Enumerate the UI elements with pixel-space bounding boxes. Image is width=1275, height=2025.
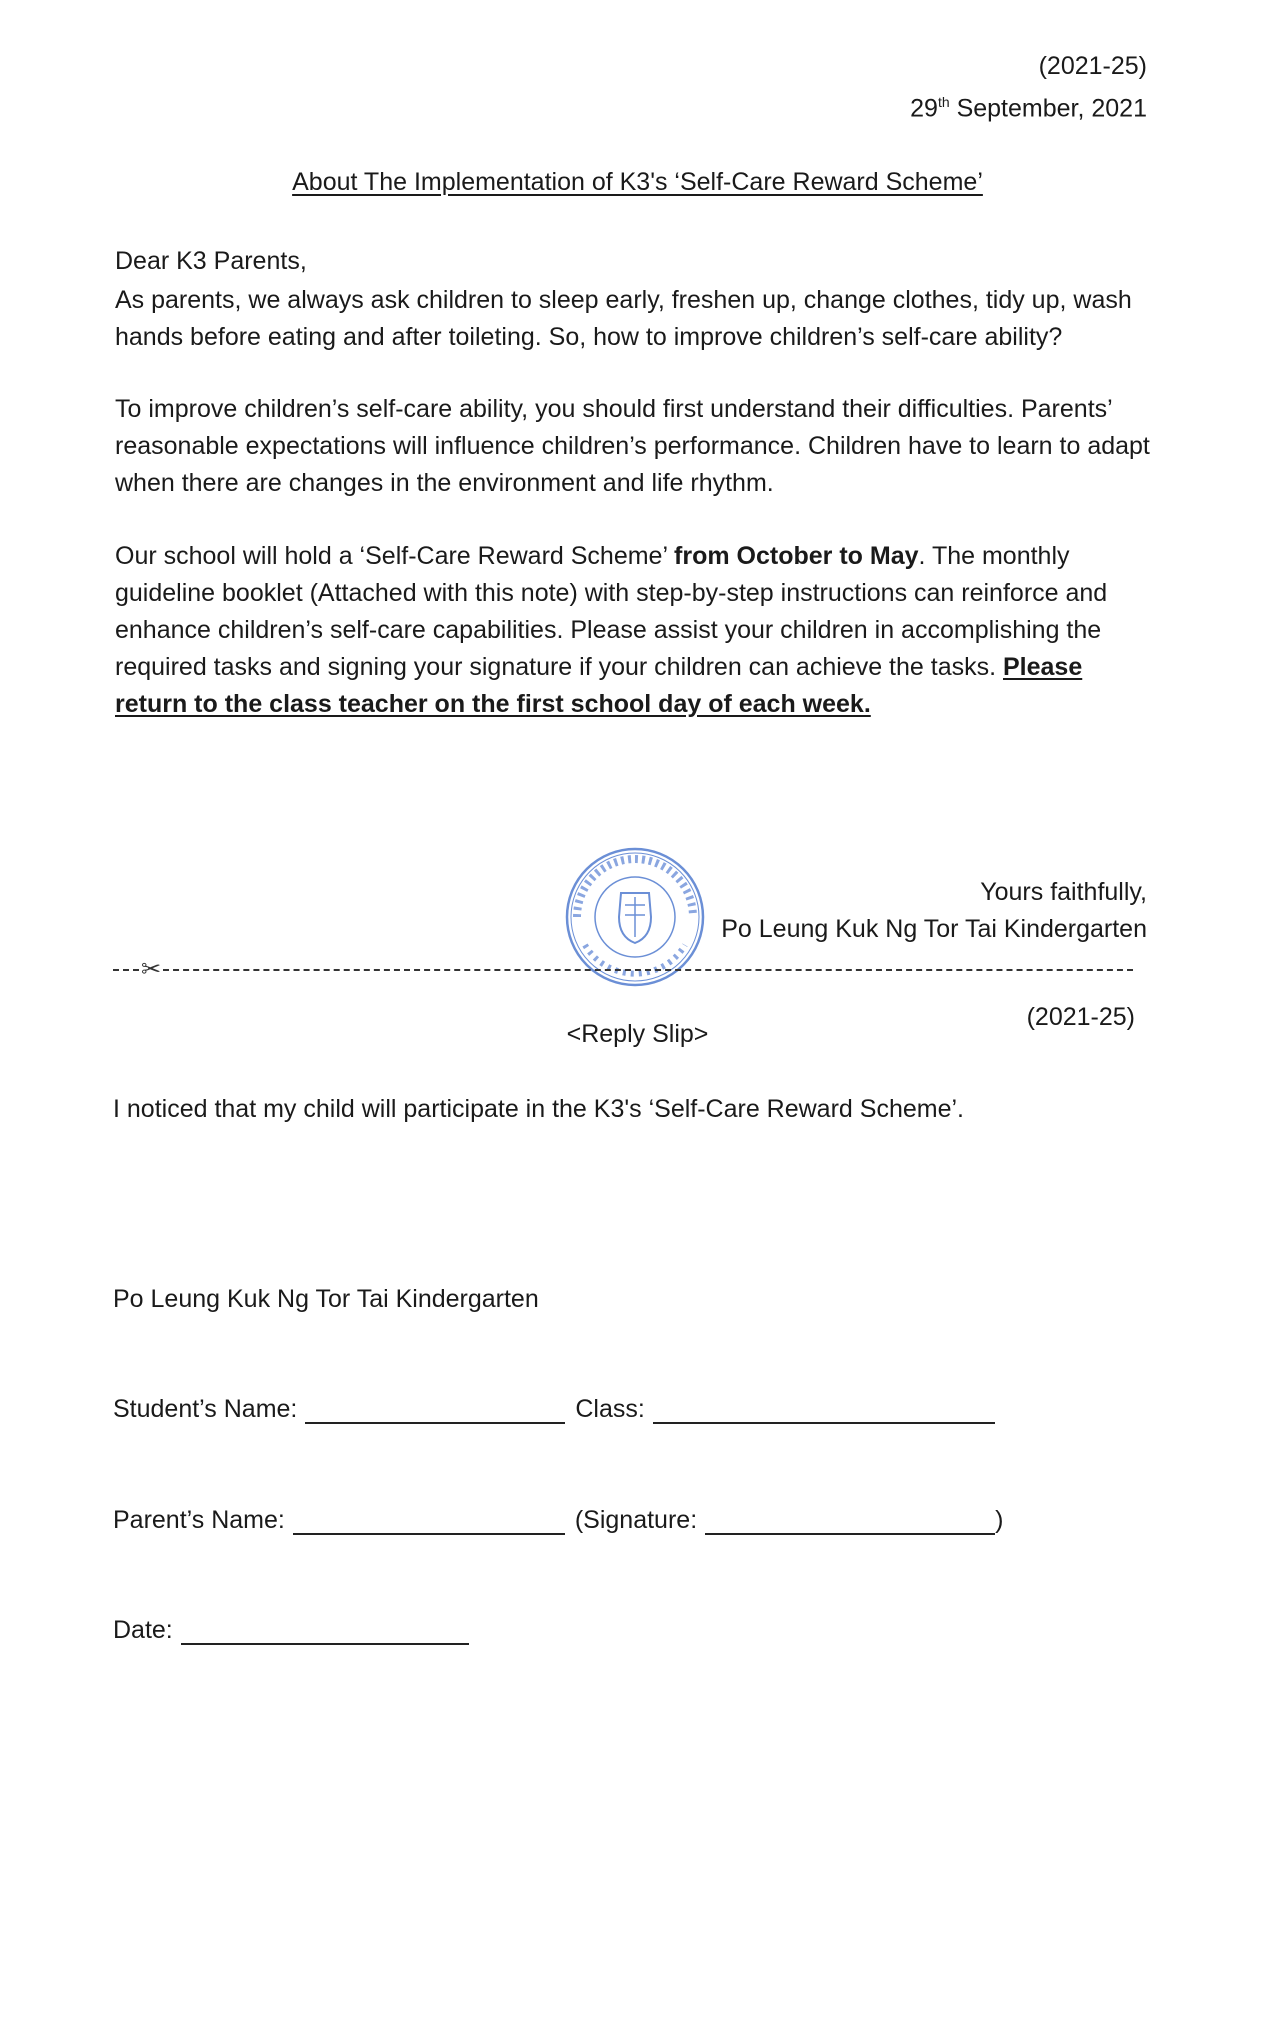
reference-number: (2021-25) xyxy=(1038,52,1147,80)
letter-date: 29th September, 2021 xyxy=(910,94,1147,123)
parent-signature-row xyxy=(113,1506,1003,1535)
closing-signoff xyxy=(721,874,1147,948)
cut-line-dash xyxy=(113,969,139,971)
paragraph-3: Our school will hold a ‘Self-Care Reward Scheme’ from October to May. The monthly guideline booklet (Attached with this note) with step-by-step instructions can reinforce and enhance children’s self-care capabilities. Please assist your children in accomplishing the required tasks and signing your signature if your children can achieve the tasks. Please return to the class teacher on the first school day of each week. xyxy=(115,542,1108,718)
reply-school-name: Po Leung Kuk Ng Tor Tai Kindergarten xyxy=(113,1285,539,1313)
closing-line: Yours faithfully, xyxy=(980,878,1147,906)
reply-slip-title: <Reply Slip> xyxy=(566,1020,709,1048)
class-field[interactable] xyxy=(653,1396,995,1424)
student-name-field[interactable] xyxy=(305,1396,565,1424)
scissors-icon: ✂ xyxy=(141,956,162,983)
paragraph-2: To improve children’s self-care ability, you should first understand their difficulties. Parents’ reasonable expectations will influence children’s performance. Children have to learn to adapt when there are changes in the environment and life rhythm. xyxy=(115,395,1150,497)
cut-line xyxy=(113,956,1133,983)
parent-name-label: Parent’s Name: xyxy=(113,1506,285,1534)
date-field[interactable] xyxy=(181,1617,469,1645)
date-row xyxy=(113,1616,469,1645)
school-name: Po Leung Kuk Ng Tor Tai Kindergarten xyxy=(721,915,1147,943)
parent-name-field[interactable] xyxy=(293,1507,565,1535)
paragraph-1: As parents, we always ask children to sleep early, freshen up, change clothes, tidy up, wash hands before eating and after toileting. So, how to improve children’s self-care ability? xyxy=(115,286,1132,351)
reply-reference-number: (2021-25) xyxy=(1026,1003,1135,1031)
student-name-label: Student’s Name: xyxy=(113,1395,298,1423)
cut-line-dash xyxy=(163,969,1133,971)
signature-label: (Signature: xyxy=(574,1506,698,1534)
date-label: Date: xyxy=(113,1616,173,1644)
greeting: Dear K3 Parents, xyxy=(115,247,307,275)
letter-title: About The Implementation of K3's ‘Self-Care Reward Scheme’ xyxy=(292,168,983,196)
student-class-row xyxy=(113,1395,995,1424)
class-label: Class: xyxy=(575,1395,645,1423)
signature-field[interactable] xyxy=(705,1507,995,1535)
signature-close: ) xyxy=(995,1506,1004,1534)
reply-notice: I noticed that my child will participate in the K3's ‘Self-Care Reward Scheme’. xyxy=(113,1095,964,1123)
